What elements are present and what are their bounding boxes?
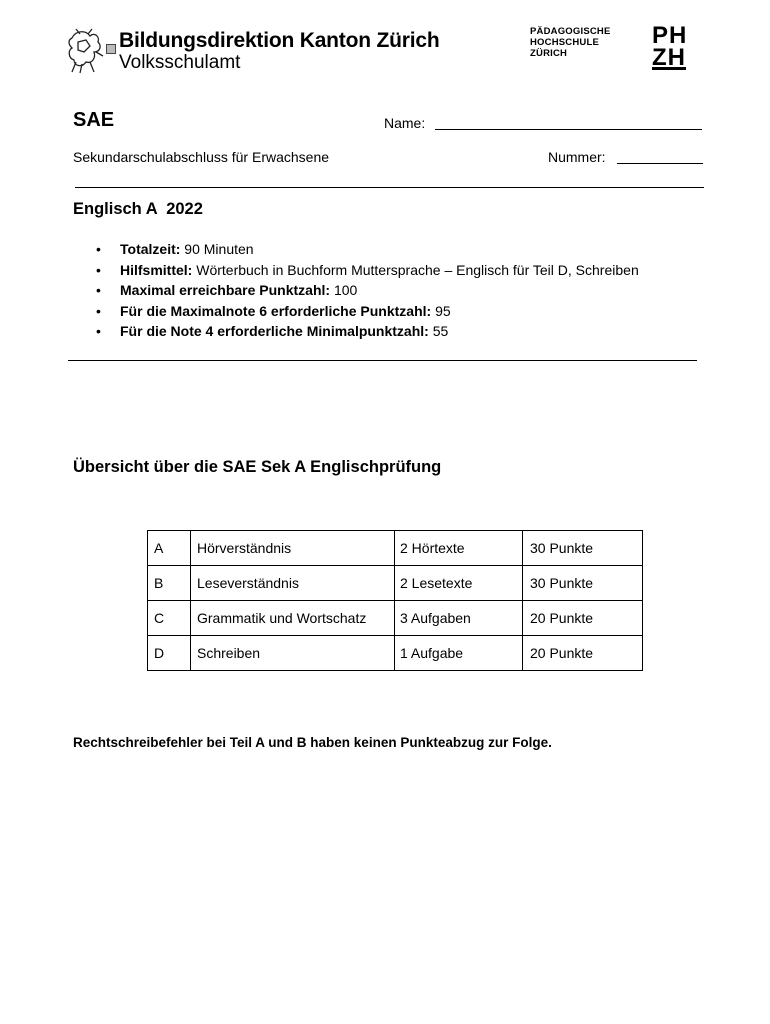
table-cell: Schreiben bbox=[191, 636, 395, 671]
table-cell: B bbox=[148, 566, 191, 601]
phz-wordmark bbox=[530, 26, 611, 59]
info-label: Totalzeit: bbox=[120, 241, 181, 257]
bullet-icon: • bbox=[96, 302, 101, 319]
info-value: 100 bbox=[330, 282, 358, 298]
info-value: 90 Minuten bbox=[180, 241, 254, 257]
list-item bbox=[96, 260, 639, 281]
table-cell: 20 Punkte bbox=[523, 636, 643, 671]
table-cell: Hörverständnis bbox=[191, 531, 395, 566]
table-cell: D bbox=[148, 636, 191, 671]
overview-title: Übersicht über die SAE Sek A Englischprüfung bbox=[73, 458, 442, 476]
table-row bbox=[148, 566, 643, 601]
table-row bbox=[148, 636, 643, 671]
table-cell: 2 Hörtexte bbox=[395, 531, 523, 566]
phzh-logo bbox=[652, 22, 688, 71]
exam-title: Englisch A 2022 bbox=[73, 200, 203, 218]
bullet-icon: • bbox=[96, 241, 101, 257]
organization-subtitle: Volksschulamt bbox=[119, 52, 241, 73]
table-cell: 2 Lesetexte bbox=[395, 566, 523, 601]
nummer-label: Nummer: bbox=[548, 149, 606, 165]
overview-table bbox=[147, 530, 643, 671]
info-label: Maximal erreichbare Punktzahl: bbox=[120, 282, 331, 298]
spelling-note: Rechtschreibefehler bei Teil A und B haben keinen Punkteabzug zur Folge. bbox=[73, 735, 552, 750]
phz-line: HOCHSCHULE bbox=[530, 37, 600, 48]
form-title: SAE bbox=[73, 109, 115, 131]
info-label: Für die Maximalnote 6 erforderliche Punktzahl: bbox=[120, 302, 432, 319]
list-item bbox=[96, 301, 639, 322]
info-value: 55 bbox=[428, 323, 449, 339]
nummer-field-line[interactable] bbox=[617, 163, 703, 164]
bullet-icon: • bbox=[96, 261, 101, 278]
name-label: Name: bbox=[384, 115, 426, 131]
table-row bbox=[148, 531, 643, 566]
table-cell: 3 Aufgaben bbox=[395, 601, 523, 636]
organization-name: Bildungsdirektion Kanton Zürich bbox=[119, 29, 440, 52]
divider bbox=[68, 360, 697, 361]
info-value: Wörterbuch in Buchform Muttersprache – Englisch für Teil D, Schreiben bbox=[192, 261, 639, 278]
list-item bbox=[96, 321, 639, 342]
table-cell: Leseverständnis bbox=[191, 566, 395, 601]
canton-crest-logo bbox=[66, 28, 104, 74]
exam-info-list bbox=[96, 239, 639, 342]
crest-square bbox=[106, 44, 116, 54]
name-field-line[interactable] bbox=[435, 129, 702, 130]
table-cell: C bbox=[148, 601, 191, 636]
phz-line: ZÜRICH bbox=[530, 48, 568, 59]
phzh-logo-top: PH bbox=[652, 22, 688, 49]
list-item bbox=[96, 280, 639, 301]
table-cell: Grammatik und Wortschatz bbox=[191, 601, 395, 636]
info-label: Für die Note 4 erforderliche Minimalpunktzahl: bbox=[120, 323, 429, 339]
phzh-logo-bottom: ZH bbox=[652, 44, 686, 71]
divider bbox=[75, 187, 704, 188]
info-label: Hilfsmittel: bbox=[120, 261, 193, 278]
table-cell: 20 Punkte bbox=[523, 601, 643, 636]
form-subtitle: Sekundarschulabschluss für Erwachsene bbox=[73, 149, 330, 165]
list-item bbox=[96, 239, 639, 260]
info-value: 95 bbox=[431, 302, 451, 319]
bullet-icon: • bbox=[96, 323, 101, 339]
table-row bbox=[148, 601, 643, 636]
table-cell: 30 Punkte bbox=[523, 531, 643, 566]
table-cell: 1 Aufgabe bbox=[395, 636, 523, 671]
phz-line: PÄDAGOGISCHE bbox=[530, 26, 611, 37]
table-cell: A bbox=[148, 531, 191, 566]
bullet-icon: • bbox=[96, 282, 101, 298]
table-cell: 30 Punkte bbox=[523, 566, 643, 601]
